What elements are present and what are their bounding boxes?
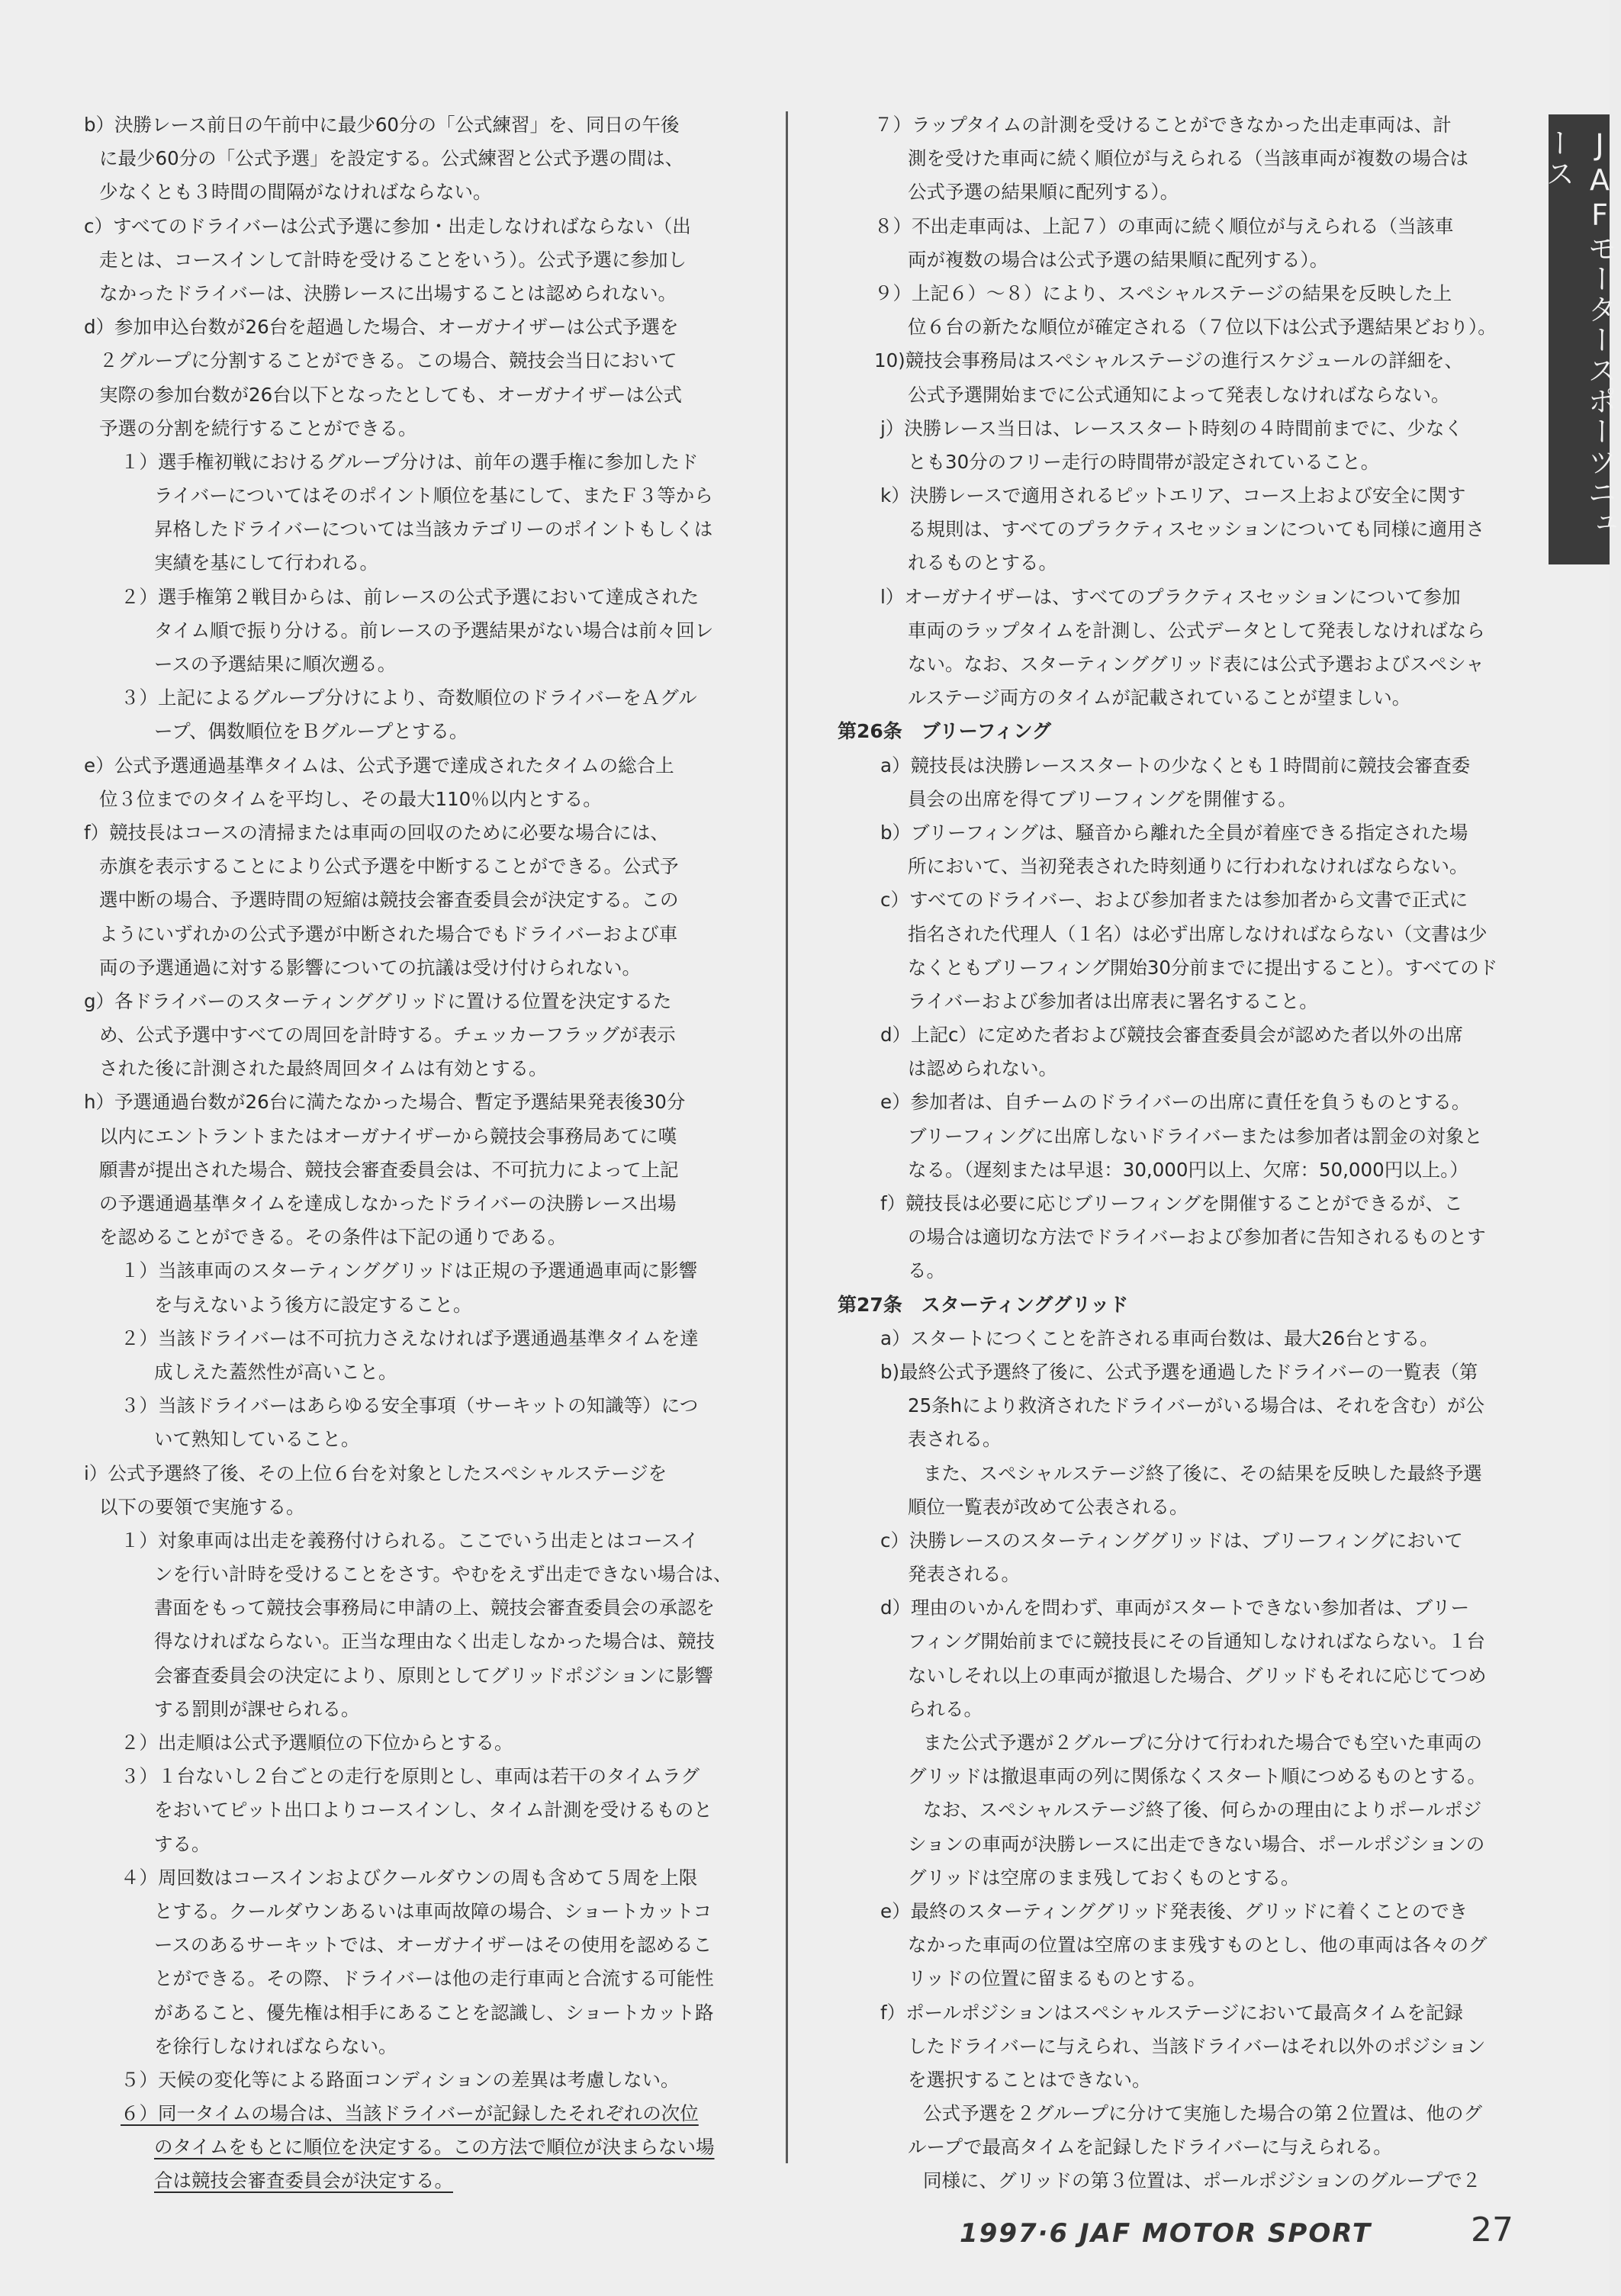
text-line: 書面をもって競技会事務局に申請の上、競技会審査委員会の承認を: [154, 1597, 715, 1619]
side-tab-label: JAFモータースポーツニュース: [1541, 128, 1616, 539]
text-line: があること、優先権は相手にあることを認識し、ショートカット路: [154, 2001, 714, 2024]
text-line: れるものとする。: [908, 551, 1057, 574]
text-line: ６）同一タイムの場合は、当該ドライバーが記録したそれぞれの次位: [121, 2102, 699, 2125]
text-line: とも30分のフリー走行の時間帯が設定されていること。: [908, 450, 1380, 473]
text-line: また公式予選が２グループに分けて行われた場合でも空いた車両の: [923, 1732, 1483, 1754]
text-line: f）ポールポジションはスペシャルステージにおいて最高タイムを記録: [880, 2001, 1463, 2024]
text-line: 25条hにより救済されたドライバーがいる場合は、それを含む）が公: [908, 1394, 1484, 1417]
text-line: e）最終のスターティンググリッド発表後、グリッドに着くことのでき: [880, 1899, 1468, 1922]
text-line: ４）周回数はコースインおよびクールダウンの周も含めて５周を上限: [121, 1866, 698, 1889]
text-line: ２）当該ドライバーは不可抗力さえなければ予選通過基準タイムを達: [121, 1326, 699, 1349]
text-line: リッドの位置に留まるものとする。: [908, 1967, 1207, 1990]
text-line: に最少60分の「公式予選」を設定する。公式練習と公式予選の間は、: [99, 147, 684, 170]
text-line: 同様に、グリッドの第３位置は、ポールポジションのグループで２: [923, 2169, 1481, 2192]
text-line: e）参加者は、自チームのドライバーの出席に責任を負うものとする。: [880, 1091, 1471, 1114]
text-line: g）各ドライバーのスターティンググリッドに置ける位置を決定するた: [84, 989, 672, 1012]
text-line: 位３位までのタイムを平均し、その最大110％以内とする。: [99, 787, 602, 810]
text-line: する罰則が課せられる。: [154, 1697, 360, 1720]
text-line: 以内にエントラントまたはオーガナイザーから競技会事務局あてに嘆: [99, 1124, 677, 1147]
text-line: 合は競技会審査委員会が決定する。: [154, 2169, 453, 2192]
text-line: タイム順で振り分ける。前レースの予選結果がない場合は前々回レ: [154, 619, 714, 642]
text-line: ースのあるサーキットでは、オーガナイザーはその使用を認めるこ: [154, 1934, 712, 1957]
text-line: の予選通過基準タイムを達成しなかったドライバーの決勝レース出場: [99, 1192, 677, 1214]
text-line: 表される。: [908, 1428, 1002, 1451]
text-line: 位６台の新たな順位が確定される（７位以下は公式予選結果どおり）。: [908, 316, 1497, 339]
text-line: られる。: [908, 1697, 983, 1720]
text-line: ープ、偶数順位をＢグループとする。: [154, 720, 468, 743]
text-line: ３）当該ドライバーはあらゆる安全事項（サーキットの知識等）につ: [121, 1394, 699, 1417]
text-line: ンを行い計時を受けることをさす。やむをえず出走できない場合は、: [154, 1563, 732, 1586]
text-line: j）決勝レース当日は、レーススタート時刻の４時間前までに、少なく: [880, 416, 1463, 439]
article-heading: 第26条 ブリーフィング: [838, 720, 1052, 743]
text-line: する。: [154, 1832, 211, 1855]
text-line: 得なければならない。正当な理由なく出走しなかった場合は、競技: [154, 1630, 715, 1653]
text-line: ない。なお、スターティンググリッド表には公式予選およびスペシャ: [908, 653, 1484, 675]
text-line: を認めることができる。その条件は下記の通りである。: [99, 1226, 567, 1249]
text-line: d）上記c）に定めた者および競技会審査委員会が認めた者以外の出席: [880, 1024, 1464, 1047]
text-line: a）スタートにつくことを許される車両台数は、最大26台とする。: [880, 1326, 1439, 1349]
text-line: 順位一覧表が改めて公表される。: [908, 1495, 1188, 1518]
text-line: 発表される。: [908, 1563, 1020, 1586]
text-line: なる。（遅刻または早退：30,000円以上、欠席：50,000円以上。）: [908, 1158, 1468, 1181]
article-heading: 第27条 スターティンググリッド: [838, 1293, 1129, 1316]
text-line: グリッドは空席のまま残しておくものとする。: [908, 1866, 1300, 1889]
text-line: 所において、当初発表された時刻通りに行われなければならない。: [908, 855, 1468, 878]
text-line: 願書が提出された場合、競技会審査委員会は、不可抗力によって上記: [99, 1158, 679, 1181]
text-line: 走とは、コースインして計時を受けることをいう）。公式予選に参加し: [99, 248, 687, 271]
text-line: ループで最高タイムを記録したドライバーに与えられる。: [908, 2136, 1392, 2159]
text-line: フィング開始前までに競技長にその旨通知しなければならない。１台: [908, 1630, 1486, 1653]
text-line: ９）上記６）～８）により、スペシャルステージの結果を反映した上: [874, 281, 1452, 304]
text-line: 員会の出席を得てブリーフィングを開催する。: [908, 787, 1297, 810]
text-line: f）競技長はコースの清掃または車両の回収のために必要な場合には、: [84, 821, 669, 844]
text-line: なかった車両の位置は空席のまま残すものとし、他の車両は各々のグ: [908, 1934, 1488, 1957]
text-line: ルステージ両方のタイムが記載されていることが望ましい。: [908, 687, 1411, 709]
text-line: め、公式予選中すべての周回を計時する。チェッカーフラッグが表示: [99, 1024, 676, 1047]
text-line: ８）不出走車両は、上記７）の車両に続く順位が与えられる（当該車: [874, 214, 1454, 237]
text-line: 実績を基にして行われる。: [154, 551, 378, 574]
text-line: ースの予選結果に順次遡る。: [154, 653, 397, 675]
text-line: をおいてピット出口よりコースインし、タイム計測を受けるものと: [154, 1799, 712, 1822]
text-line: 実際の参加台数が26台以下となったとしても、オーガナイザーは公式: [99, 383, 682, 406]
text-line: 10)競技会事務局はスペシャルステージの進行スケジュールの詳細を、: [874, 349, 1464, 372]
text-line: したドライバーに与えられ、当該ドライバーはそれ以外のポジション: [908, 2034, 1486, 2057]
text-line: b）決勝レース前日の午前中に最少60分の「公式練習」を、同日の午後: [84, 114, 680, 136]
text-line: l）オーガナイザーは、すべてのプラクティスセッションについて参加: [880, 585, 1461, 608]
text-line: f）競技長は必要に応じブリーフィングを開催することができるが、こ: [880, 1192, 1463, 1214]
text-line: 少なくとも３時間の間隔がなければならない。: [99, 181, 492, 204]
text-line: のタイムをもとに順位を決定する。この方法で順位が決まらない場: [154, 2136, 715, 2159]
text-line: なくともブリーフィング開始30分前までに提出すること）。すべてのド: [908, 956, 1498, 979]
text-line: ７）ラップタイムの計測を受けることができなかった出走車両は、計: [874, 114, 1452, 136]
text-line: ３）上記によるグループ分けにより、奇数順位のドライバーをＡグル: [121, 687, 697, 709]
text-line: １）当該車両のスターティンググリッドは正規の予選通過車両に影響: [121, 1259, 698, 1282]
page-number: 27: [1471, 2211, 1513, 2249]
text-line: 公式予選の結果順に配列する）。: [908, 181, 1179, 204]
text-line: ようにいずれかの公式予選が中断された場合でもドライバーおよび車: [99, 922, 678, 945]
text-line: ５）天候の変化等による路面コンディションの差異は考慮しない。: [121, 2068, 680, 2091]
text-line: 成しえた蓋然性が高いこと。: [154, 1360, 397, 1383]
text-line: また、スペシャルステージ終了後に、その結果を反映した最終予選: [923, 1462, 1482, 1484]
text-line: i）公式予選終了後、その上位６台を対象としたスペシャルステージを: [84, 1462, 667, 1484]
text-line: を与えないよう後方に設定すること。: [154, 1293, 472, 1316]
text-line: の場合は適切な方法でドライバーおよび参加者に告知されるものとす: [908, 1226, 1486, 1249]
text-line: 昇格したドライバーについては当該カテゴリーのポイントもしくは: [154, 518, 713, 541]
text-line: 指名された代理人（１名）は必ず出席しなければならない（文書は少: [908, 922, 1488, 945]
text-line: なかったドライバーは、決勝レースに出場することは認められない。: [99, 281, 677, 304]
text-line: 公式予選を２グループに分けて実施した場合の第２位置は、他のグ: [923, 2102, 1483, 2125]
text-line: 測を受けた車両に続く順位が与えられる（当該車両が複数の場合は: [908, 147, 1468, 170]
text-line: 公式予選開始までに公式通知によって発表しなければならない。: [908, 383, 1450, 406]
text-line: 赤旗を表示することにより公式予選を中断することができる。公式予: [99, 855, 679, 878]
text-line: を徐行しなければならない。: [154, 2034, 397, 2057]
text-line: ないしそれ以上の車両が撤退した場合、グリッドもそれに応じてつめ: [908, 1664, 1487, 1687]
text-line: ションの車両が決勝レースに出走できない場合、ポールポジションの: [908, 1832, 1485, 1855]
text-line: 両が複数の場合は公式予選の結果順に配列する）。: [908, 248, 1329, 271]
text-line: c）すべてのドライバー、および参加者または参加者から文書で正式に: [880, 889, 1468, 912]
text-line: d）理由のいかんを問わず、車両がスタートできない参加者は、ブリー: [880, 1597, 1470, 1619]
right-column: [838, 108, 1509, 2198]
text-line: １）選手権初戦におけるグループ分けは、前年の選手権に参加したド: [121, 450, 699, 473]
text-line: a）競技長は決勝レーススタートの少なくとも１時間前に競技会審査委: [880, 754, 1471, 777]
text-line: ライバーおよび参加者は出席表に署名すること。: [908, 989, 1318, 1012]
text-line: 会審査委員会の決定により、原則としてグリッドポジションに影響: [154, 1664, 713, 1687]
text-line: いて熟知していること。: [154, 1428, 360, 1451]
text-line: ３）１台ないし２台ごとの走行を原則とし、車両は若干のタイムラグ: [121, 1765, 700, 1788]
text-line: ２）出走順は公式予選順位の下位からとする。: [121, 1732, 513, 1754]
text-line: 予選の分割を続行することができる。: [99, 416, 417, 439]
text-line: とする。クールダウンあるいは車両故障の場合、ショートカットコ: [154, 1899, 712, 1922]
text-line: る規則は、すべてのプラクティスセッションについても同様に適用さ: [908, 518, 1485, 541]
text-line: c）すべてのドライバーは公式予選に参加・出走しなければならない（出: [84, 214, 691, 237]
text-line: h）予選通過台数が26台に満たなかった場合、暫定予選結果発表後30分: [84, 1091, 686, 1114]
text-line: グリッドは撤退車両の列に関係なくスタート順につめるものとする。: [908, 1765, 1487, 1788]
text-line: 以下の要領で実施する。: [99, 1495, 305, 1518]
text-line: b）ブリーフィングは、騒音から離れた全員が着座できる指定された場: [880, 821, 1468, 844]
left-column: [84, 108, 755, 2198]
text-line: ブリーフィングに出席しないドライバーまたは参加者は罰金の対象と: [908, 1124, 1483, 1147]
text-line: は認められない。: [908, 1057, 1057, 1080]
text-line: ２グループに分割することができる。この場合、競技会当日において: [99, 349, 677, 372]
text-line: e）公式予選通過基準タイムは、公式予選で達成されたタイムの総合上: [84, 754, 674, 777]
text-line: d）参加申込台数が26台を超過した場合、オーガナイザーは公式予選を: [84, 316, 679, 339]
text-line: る。: [908, 1259, 945, 1282]
text-line: １）対象車両は出走を義務付けられる。ここでいう出走とはコースイ: [121, 1529, 699, 1552]
text-line: 両の予選通過に対する影響についての抗議は受け付けられない。: [99, 956, 642, 979]
text-line: ライバーについてはそのポイント順位を基にして、またＦ３等から: [154, 484, 713, 507]
text-line: 車両のラップタイムを計測し、公式データとして発表しなければなら: [908, 619, 1485, 642]
section-side-tab: [1541, 114, 1616, 564]
text-line: された後に計測された最終周回タイムは有効とする。: [99, 1057, 548, 1080]
text-line: k）決勝レースで適用されるピットエリア、コース上および安全に関す: [880, 484, 1466, 507]
text-line: とができる。その際、ドライバーは他の走行車両と合流する可能性: [154, 1967, 714, 1990]
column-divider: [786, 111, 788, 2163]
text-line: 選中断の場合、予選時間の短縮は競技会審査委員会が決定する。この: [99, 889, 679, 912]
text-line: b)最終公式予選終了後に、公式予選を通過したドライバーの一覧表（第: [880, 1360, 1478, 1383]
footer-issue: 1997·6 JAF MOTOR SPORT: [960, 2218, 1372, 2249]
text-line: ２）選手権第２戦目からは、前レースの公式予選において達成された: [121, 585, 700, 608]
text-line: なお、スペシャルステージ終了後、何らかの理由によりポールポジ: [923, 1799, 1482, 1822]
text-line: を選択することはできない。: [908, 2068, 1151, 2091]
text-line: c）決勝レースのスターティンググリッドは、ブリーフィングにおいて: [880, 1529, 1463, 1552]
